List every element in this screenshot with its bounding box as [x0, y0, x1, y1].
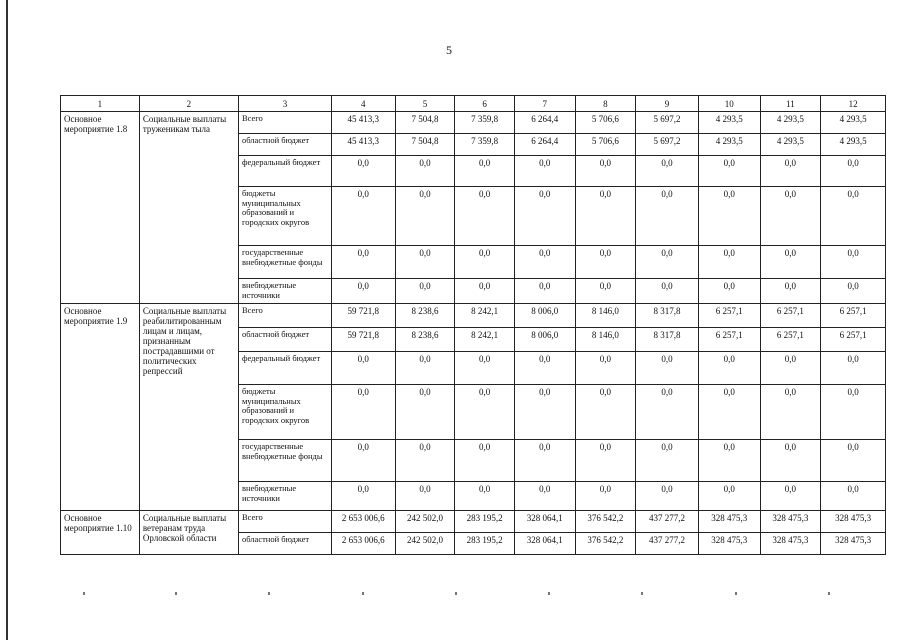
page-left-border [6, 0, 8, 640]
source-cell: областной бюджет [238, 134, 331, 156]
value-cell: 328 475,3 [760, 511, 821, 533]
value-cell: 0,0 [455, 385, 515, 440]
value-cell: 0,0 [821, 352, 886, 385]
budget-table [60, 95, 886, 555]
value-cell: 0,0 [760, 352, 821, 385]
value-cell: 0,0 [698, 279, 760, 304]
value-cell: 7 359,8 [455, 112, 515, 134]
source-cell: Всего [238, 511, 331, 533]
value-cell: 0,0 [395, 279, 455, 304]
value-cell: 59 721,8 [331, 304, 395, 328]
value-cell: 242 502,0 [395, 533, 455, 555]
value-cell: 6 257,1 [698, 304, 760, 328]
value-cell: 0,0 [455, 279, 515, 304]
value-cell: 5 706,6 [575, 134, 636, 156]
header-row [61, 96, 886, 112]
header-cell: 1 [61, 96, 140, 112]
value-cell: 328 064,1 [514, 511, 575, 533]
value-cell: 0,0 [331, 279, 395, 304]
value-cell: 6 264,4 [514, 134, 575, 156]
value-cell: 242 502,0 [395, 511, 455, 533]
value-cell: 7 504,8 [395, 134, 455, 156]
value-cell: 0,0 [331, 246, 395, 279]
value-cell: 0,0 [760, 156, 821, 187]
value-cell: 0,0 [455, 156, 515, 187]
header-cell: 6 [455, 96, 515, 112]
value-cell: 0,0 [821, 440, 886, 482]
value-cell: 328 475,3 [760, 533, 821, 555]
source-cell: бюджеты муниципальных образований и городских округов [238, 385, 331, 440]
header-cell: 5 [395, 96, 455, 112]
value-cell: 0,0 [455, 352, 515, 385]
event-cell: Основное мероприятие 1.9 [61, 304, 140, 511]
value-cell: 0,0 [636, 440, 699, 482]
value-cell: 6 257,1 [698, 328, 760, 352]
value-cell: 5 706,6 [575, 112, 636, 134]
source-cell: федеральный бюджет [238, 156, 331, 187]
value-cell: 376 542,2 [575, 511, 636, 533]
value-cell: 0,0 [575, 482, 636, 511]
value-cell: 0,0 [821, 187, 886, 246]
value-cell: 8 238,6 [395, 304, 455, 328]
value-cell: 0,0 [331, 352, 395, 385]
header-cell: 12 [821, 96, 886, 112]
value-cell: 0,0 [514, 187, 575, 246]
value-cell: 0,0 [575, 440, 636, 482]
scan-mark [735, 592, 737, 595]
value-cell: 0,0 [395, 156, 455, 187]
value-cell: 328 475,3 [698, 533, 760, 555]
value-cell: 437 277,2 [636, 511, 699, 533]
value-cell: 6 257,1 [760, 328, 821, 352]
value-cell: 0,0 [395, 246, 455, 279]
scan-mark [268, 592, 270, 595]
value-cell: 8 146,0 [575, 328, 636, 352]
header-cell: 4 [331, 96, 395, 112]
scan-mark [83, 592, 85, 595]
value-cell: 0,0 [760, 279, 821, 304]
value-cell: 0,0 [698, 187, 760, 246]
value-cell: 4 293,5 [760, 134, 821, 156]
value-cell: 0,0 [760, 385, 821, 440]
source-cell: внебюджетные источники [238, 482, 331, 511]
value-cell: 0,0 [575, 385, 636, 440]
source-cell: областной бюджет [238, 533, 331, 555]
value-cell: 0,0 [698, 385, 760, 440]
value-cell: 0,0 [698, 156, 760, 187]
value-cell: 0,0 [760, 187, 821, 246]
value-cell: 0,0 [821, 385, 886, 440]
value-cell: 0,0 [821, 279, 886, 304]
value-cell: 0,0 [395, 385, 455, 440]
value-cell: 4 293,5 [821, 134, 886, 156]
value-cell: 6 257,1 [821, 328, 886, 352]
value-cell: 0,0 [514, 385, 575, 440]
value-cell: 0,0 [514, 156, 575, 187]
value-cell: 0,0 [331, 385, 395, 440]
source-cell: Всего [238, 304, 331, 328]
value-cell: 45 413,3 [331, 134, 395, 156]
description-cell: Социальные выплаты труженикам тыла [139, 112, 238, 304]
value-cell: 4 293,5 [698, 112, 760, 134]
table-row [61, 511, 886, 533]
value-cell: 8 146,0 [575, 304, 636, 328]
value-cell: 7 504,8 [395, 112, 455, 134]
value-cell: 328 064,1 [514, 533, 575, 555]
value-cell: 7 359,8 [455, 134, 515, 156]
value-cell: 0,0 [395, 187, 455, 246]
value-cell: 0,0 [514, 482, 575, 511]
value-cell: 0,0 [821, 482, 886, 511]
value-cell: 328 475,3 [821, 511, 886, 533]
value-cell: 0,0 [331, 156, 395, 187]
scan-mark [175, 592, 177, 595]
value-cell: 0,0 [455, 187, 515, 246]
value-cell: 328 475,3 [698, 511, 760, 533]
value-cell: 8 242,1 [455, 304, 515, 328]
source-cell: бюджеты муниципальных образований и городских округов [238, 187, 331, 246]
value-cell: 0,0 [636, 482, 699, 511]
value-cell: 8 006,0 [514, 304, 575, 328]
value-cell: 0,0 [331, 187, 395, 246]
scan-mark [828, 592, 830, 595]
value-cell: 0,0 [698, 482, 760, 511]
value-cell: 4 293,5 [698, 134, 760, 156]
event-cell: Основное мероприятие 1.10 [61, 511, 140, 555]
scan-mark [455, 592, 457, 595]
value-cell: 0,0 [636, 187, 699, 246]
value-cell: 4 293,5 [821, 112, 886, 134]
scan-artifact-marks [0, 592, 905, 600]
header-cell: 11 [760, 96, 821, 112]
value-cell: 0,0 [760, 246, 821, 279]
source-cell: государственные внебюджетные фонды [238, 246, 331, 279]
value-cell: 376 542,2 [575, 533, 636, 555]
header-cell: 10 [698, 96, 760, 112]
value-cell: 0,0 [514, 279, 575, 304]
scan-mark [548, 592, 550, 595]
value-cell: 6 257,1 [821, 304, 886, 328]
value-cell: 0,0 [698, 440, 760, 482]
value-cell: 4 293,5 [760, 112, 821, 134]
event-cell: Основное мероприятие 1.8 [61, 112, 140, 304]
value-cell: 0,0 [636, 352, 699, 385]
source-cell: внебюджетные источники [238, 279, 331, 304]
value-cell: 0,0 [760, 440, 821, 482]
value-cell: 45 413,3 [331, 112, 395, 134]
value-cell: 0,0 [821, 246, 886, 279]
value-cell: 0,0 [821, 156, 886, 187]
value-cell: 8 238,6 [395, 328, 455, 352]
value-cell: 0,0 [575, 187, 636, 246]
value-cell: 0,0 [455, 482, 515, 511]
value-cell: 2 653 006,6 [331, 511, 395, 533]
source-cell: Всего [238, 112, 331, 134]
value-cell: 0,0 [698, 246, 760, 279]
value-cell: 0,0 [331, 482, 395, 511]
description-cell: Социальные выплаты реабилитированным лицам и лицам, признанным пострадавшими от политических репрессий [139, 304, 238, 511]
value-cell: 0,0 [514, 246, 575, 279]
value-cell: 5 697,2 [636, 112, 699, 134]
header-cell: 8 [575, 96, 636, 112]
scan-mark [641, 592, 643, 595]
value-cell: 8 242,1 [455, 328, 515, 352]
value-cell: 59 721,8 [331, 328, 395, 352]
header-cell: 9 [636, 96, 699, 112]
value-cell: 0,0 [395, 440, 455, 482]
value-cell: 0,0 [514, 352, 575, 385]
value-cell: 0,0 [575, 156, 636, 187]
value-cell: 0,0 [455, 440, 515, 482]
value-cell: 0,0 [395, 482, 455, 511]
value-cell: 0,0 [636, 246, 699, 279]
value-cell: 5 697,2 [636, 134, 699, 156]
value-cell: 0,0 [395, 352, 455, 385]
value-cell: 0,0 [636, 156, 699, 187]
value-cell: 8 317,8 [636, 328, 699, 352]
value-cell: 328 475,3 [821, 533, 886, 555]
header-cell: 2 [139, 96, 238, 112]
value-cell: 283 195,2 [455, 511, 515, 533]
description-cell: Социальные выплаты ветеранам труда Орловской области [139, 511, 238, 555]
source-cell: федеральный бюджет [238, 352, 331, 385]
value-cell: 0,0 [575, 279, 636, 304]
value-cell: 2 653 006,6 [331, 533, 395, 555]
header-cell: 3 [238, 96, 331, 112]
value-cell: 0,0 [636, 279, 699, 304]
table-row [61, 112, 886, 134]
value-cell: 6 264,4 [514, 112, 575, 134]
value-cell: 0,0 [331, 440, 395, 482]
source-cell: областной бюджет [238, 328, 331, 352]
value-cell: 8 006,0 [514, 328, 575, 352]
source-cell: государственные внебюджетные фонды [238, 440, 331, 482]
header-cell: 7 [514, 96, 575, 112]
value-cell: 0,0 [698, 352, 760, 385]
value-cell: 0,0 [760, 482, 821, 511]
value-cell: 0,0 [575, 246, 636, 279]
value-cell: 0,0 [455, 246, 515, 279]
table-row [61, 304, 886, 328]
value-cell: 0,0 [575, 352, 636, 385]
value-cell: 8 317,8 [636, 304, 699, 328]
value-cell: 6 257,1 [760, 304, 821, 328]
scan-mark [362, 592, 364, 595]
value-cell: 283 195,2 [455, 533, 515, 555]
value-cell: 0,0 [636, 385, 699, 440]
page-number: 5 [446, 43, 452, 57]
value-cell: 437 277,2 [636, 533, 699, 555]
value-cell: 0,0 [514, 440, 575, 482]
